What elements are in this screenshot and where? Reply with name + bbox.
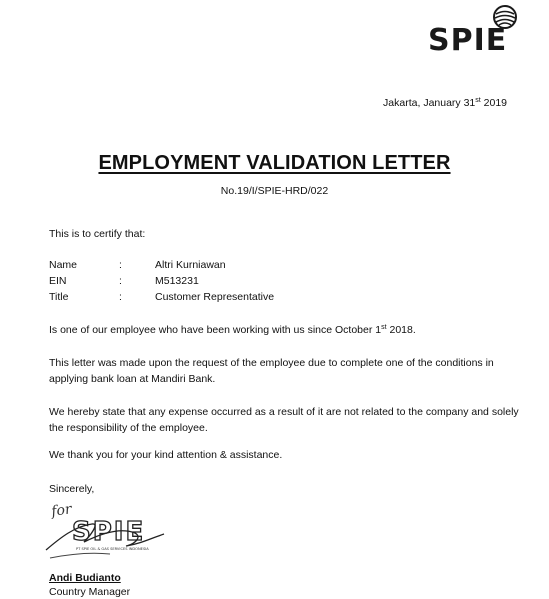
handwritten-for: for xyxy=(50,501,73,520)
logo-wordmark: SPIE xyxy=(428,23,508,58)
date-ordinal: st xyxy=(475,97,481,104)
field-separator: : xyxy=(119,275,122,287)
field-label: Title xyxy=(49,291,69,303)
signer-name: Andi Budianto xyxy=(49,572,121,584)
field-value: Altri Kurniawan xyxy=(155,259,226,271)
employment-statement: Is one of our employee who have been working with us since October 1st 2018. xyxy=(49,324,416,336)
signature-stamp xyxy=(40,498,170,566)
field-separator: : xyxy=(119,259,122,271)
field-separator: : xyxy=(119,291,122,303)
stamp-brand: SPIE xyxy=(72,517,146,547)
reference-number: No.19/I/SPIE-HRD/022 xyxy=(220,185,329,197)
field-label: Name xyxy=(49,259,78,271)
letter-date xyxy=(383,97,507,109)
signature-underline xyxy=(50,553,110,558)
company-logo xyxy=(428,4,520,58)
date-text: Jakarta, January 31 xyxy=(383,97,476,109)
letter-title: EMPLOYMENT VALIDATION LETTER xyxy=(98,152,451,174)
field-value: Customer Representative xyxy=(155,291,275,303)
intro-text: This is to certify that: xyxy=(49,228,146,240)
date-year: 2019 xyxy=(480,97,507,109)
field-value: M513231 xyxy=(155,275,199,287)
field-label: EIN xyxy=(49,275,67,287)
employment-ordinal: st xyxy=(381,324,387,331)
thanks-paragraph: We thank you for your kind attention & assistance. xyxy=(49,449,283,461)
expense-paragraph: We hereby state that any expense occurred as a result of it are not related to the company and solely the responsibility of the employee. xyxy=(49,406,519,434)
signer-role: Country Manager xyxy=(49,586,131,598)
closing-text: Sincerely, xyxy=(49,483,95,495)
request-paragraph: This letter was made upon the request of the employee due to complete one of the conditions in applying bank loan at Mandiri Bank. xyxy=(49,357,494,385)
stamp-caption: PT SPIE OIL & GAS SERVICES INDONESIA xyxy=(76,547,149,551)
